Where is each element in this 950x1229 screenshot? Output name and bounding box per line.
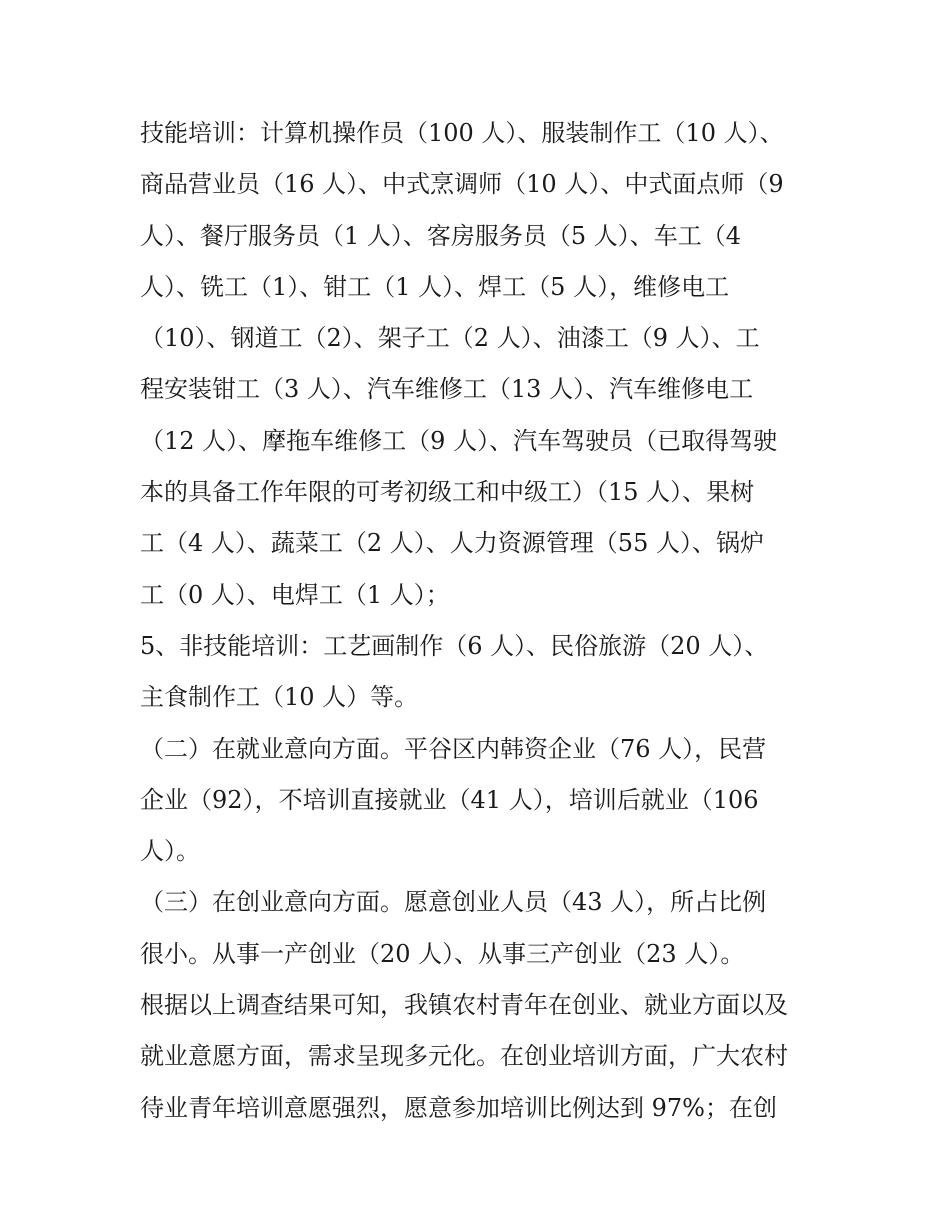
- text-line: 商品营业员（16 人）、中式烹调师（10 人）、中式面点师（9: [140, 170, 784, 199]
- text-line: 本的具备工作年限的可考初级工和中级工）（15 人）、果树: [140, 478, 755, 507]
- text-line: 工（4 人）、蔬菜工（2 人）、人力资源管理（55 人）、锅炉: [140, 529, 764, 558]
- text-line: （12 人）、摩拖车维修工（9 人）、汽车驾驶员（已取得驾驶: [140, 426, 778, 455]
- document-body: [140, 108, 820, 1134]
- text-line: 人）、餐厅服务员（1 人）、客房服务员（5 人）、车工（4: [140, 221, 742, 250]
- text-line: 人）。: [140, 837, 200, 866]
- text-line: 根据以上调查结果可知，我镇农村青年在创业、就业方面以及: [140, 991, 788, 1020]
- text-line: 企业（92），不培训直接就业（41 人），培训后就业（106: [140, 785, 759, 814]
- text-line: （二）在就业意向方面。平谷区内韩资企业（76 人），民营: [140, 734, 767, 763]
- text-line: 很小。从事一产创业（20 人）、从事三产创业（23 人）。: [140, 939, 745, 968]
- text-line: 技能培训：计算机操作员（100 人）、服装制作工（10 人）、: [140, 119, 784, 147]
- text-line: （三）在创业意向方面。愿意创业人员（43 人），所占比例: [140, 888, 767, 917]
- text-line: 人）、铣工（1）、钳工（1 人）、焊工（5 人），维修电工: [140, 272, 730, 301]
- text-line: 待业青年培训意愿强烈，愿意参加培训比例达到 97%；在创: [140, 1093, 777, 1122]
- text-line: 工（0 人）、电焊工（1 人）；: [140, 580, 450, 609]
- text-line: （10）、钢道工（2）、架子工（2 人）、油漆工（9 人）、工: [140, 324, 760, 353]
- text-line: 5、非技能培训：工艺画制作（6 人）、民俗旅游（20 人）、: [140, 631, 769, 660]
- text-line: 程安装钳工（3 人）、汽车维修工（13 人）、汽车维修电工: [140, 375, 754, 404]
- text-line: 就业意愿方面，需求呈现多元化。在创业培训方面，广大农村: [140, 1042, 788, 1071]
- text-line: 主食制作工（10 人）等。: [140, 683, 419, 712]
